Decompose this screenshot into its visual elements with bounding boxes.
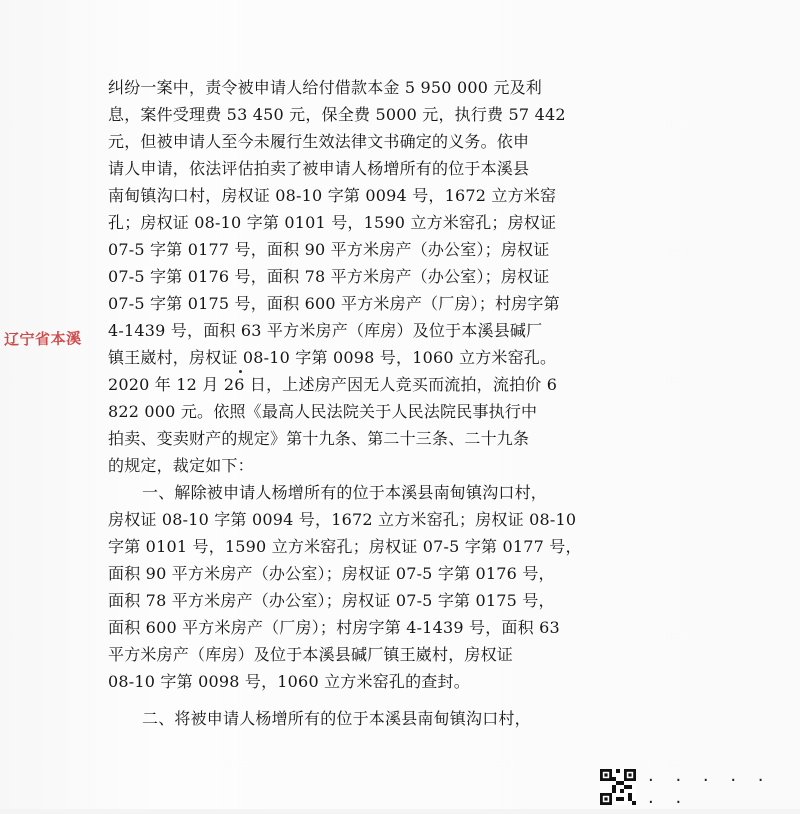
court-seal-stamp <box>0 325 96 353</box>
text-line: 2020 年 12 月 26 日，上述房产因无人竞买而流拍，流拍价 6 <box>108 375 558 394</box>
text-line: 面积 90 平方米房产（办公室）；房权证 07-5 字第 0176 号， <box>108 564 555 583</box>
text-line: 07-5 字第 0176 号，面积 78 平方米房产（办公室）；房权证 <box>108 267 550 286</box>
document-body <box>108 74 698 732</box>
text-line: 拍卖、变卖财产的规定》第十九条、第二十三条、二十九条 <box>108 429 530 448</box>
text-line: 纠纷一案中，责令被申请人给付借款本金 5 950 000 元及利 <box>108 78 543 97</box>
text-line: 请人申请，依法评估拍卖了被申请人杨增所有的位于本溪县 <box>108 159 530 178</box>
ruling-one-heading-line: 一、解除被申请人杨增所有的位于本溪县南甸镇沟口村， <box>142 483 548 502</box>
ruling-two-heading-line: 二、将被申请人杨增所有的位于本溪县南甸镇沟口村， <box>142 709 531 728</box>
text-line: 的规定，裁定如下： <box>108 456 254 475</box>
text-line: 字第 0101 号，1590 立方米窑孔；房权证 07-5 字第 0177 号， <box>108 537 582 556</box>
text-line: 元，但被申请人至今未履行生效法律文书确定的义务。依申 <box>108 132 530 151</box>
text-line: 07-5 字第 0177 号，面积 90 平方米房产（办公室）；房权证 <box>108 240 550 259</box>
text-line: 平方米房产（库房）及位于本溪县碱厂镇王崴村，房权证 <box>108 645 514 664</box>
text-line: 房权证 08-10 字第 0094 号，1672 立方米窑孔；房权证 08-10 <box>108 510 577 529</box>
footer-dots: · · · · · · · <box>648 770 772 813</box>
text-line: 面积 78 平方米房产（办公室）；房权证 07-5 字第 0175 号， <box>108 591 555 610</box>
text-line: 07-5 字第 0175 号，面积 600 平方米房产（厂房）；村房字第 <box>108 294 560 313</box>
text-line: 822 000 元。依照《最高人民法院关于人民法院民事执行中 <box>108 402 538 421</box>
text-line: 孔；房权证 08-10 字第 0101 号，1590 立方米窑孔；房权证 <box>108 213 557 232</box>
text-line: 镇王崴村，房权证 08-10 字第 0098 号，1060 立方米窑孔。 <box>108 348 557 367</box>
text-line: 南甸镇沟口村，房权证 08-10 字第 0094 号，1672 立方米窑 <box>108 186 557 205</box>
scan-speck <box>239 370 242 373</box>
text-line: 08-10 字第 0098 号，1060 立方米窑孔的查封。 <box>108 672 470 691</box>
qr-code-icon <box>600 769 636 805</box>
text-line: 面积 600 平方米房产（厂房）；村房字第 4-1439 号，面积 63 <box>108 618 560 637</box>
seal-text: 辽宁省本溪 <box>3 329 82 349</box>
text-line: 息，案件受理费 53 450 元，保全费 5000 元，执行费 57 442 <box>108 105 566 124</box>
text-line: 4-1439 号，面积 63 平方米房产（库房）及位于本溪县碱厂 <box>108 321 543 340</box>
paragraph-gap <box>108 695 698 705</box>
